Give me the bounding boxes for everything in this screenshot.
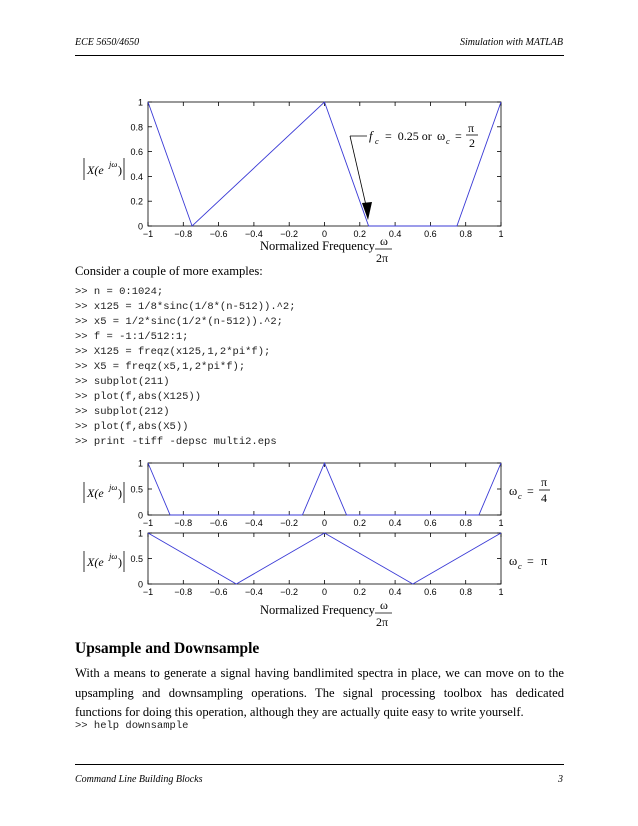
svg-text:X(e: X(e bbox=[87, 486, 104, 500]
section-title: Upsample and Downsample bbox=[75, 640, 260, 657]
x-tick-label: −0.8 bbox=[174, 587, 193, 597]
x-tick-label: 0.2 bbox=[353, 587, 367, 597]
x-tick-label: 0.6 bbox=[424, 587, 437, 597]
axes-frame bbox=[148, 463, 501, 515]
fig2-xlabel-num: ω bbox=[380, 598, 388, 612]
x-tick-label: −0.6 bbox=[209, 587, 228, 597]
axes-frame bbox=[148, 102, 501, 226]
fig1-xlabel-text: Normalized Frequency bbox=[260, 239, 375, 253]
y-tick-label: 1 bbox=[137, 97, 143, 108]
svg-text:): ) bbox=[118, 486, 122, 500]
x-tick-label: −1 bbox=[142, 518, 154, 528]
top-note-den: 4 bbox=[541, 491, 547, 505]
fig2-top-ylabel bbox=[84, 482, 124, 503]
fig2-bottom-note bbox=[509, 554, 548, 571]
x-tick-label: −0.2 bbox=[280, 587, 299, 597]
x-tick-label: 0.8 bbox=[459, 229, 472, 239]
top-note-num: π bbox=[541, 475, 548, 489]
bot-note-sub: c bbox=[518, 561, 522, 571]
plot-1-axes bbox=[130, 98, 503, 240]
top-note-omega: ω bbox=[509, 484, 518, 498]
x-tick-label: 0 bbox=[321, 229, 328, 239]
y-tick-label: 1 bbox=[137, 458, 143, 469]
x-tick-label: −0.6 bbox=[209, 229, 228, 239]
x-tick-label: −0.4 bbox=[245, 229, 263, 239]
header-rule bbox=[75, 55, 564, 56]
top-note-sub: c bbox=[518, 491, 522, 501]
y-tick-label: 0 bbox=[137, 221, 143, 232]
y-tick-label: 0 bbox=[137, 579, 143, 590]
code-line: >> X125 = freqz(x125,1,2*pi*f); bbox=[75, 346, 271, 358]
x-tick-label: −0.2 bbox=[280, 518, 299, 528]
x-tick-label: 0 bbox=[321, 518, 328, 528]
axes-frame bbox=[148, 533, 501, 584]
fig2-bottom-ylabel bbox=[84, 551, 124, 572]
fig2-xlabel-text: Normalized Frequency bbox=[260, 603, 375, 617]
fig2-top-note bbox=[509, 475, 550, 505]
ann-omega-sub: c bbox=[446, 136, 450, 146]
y-tick-label: 0.5 bbox=[130, 484, 143, 495]
x-tick-label: 0.2 bbox=[353, 229, 367, 239]
y-tick-label: 0.8 bbox=[130, 122, 143, 133]
x-tick-label: 0.4 bbox=[388, 587, 402, 597]
x-tick-label: 0.6 bbox=[424, 229, 437, 239]
svg-text:): ) bbox=[118, 555, 122, 569]
x-tick-label: −0.8 bbox=[174, 518, 193, 528]
bot-note-val: π bbox=[541, 554, 548, 568]
fig1-ylabel bbox=[84, 158, 124, 180]
svg-text:X(e: X(e bbox=[87, 555, 104, 569]
code-line: >> subplot(212) bbox=[75, 406, 170, 418]
bot-note-eq: = bbox=[524, 554, 537, 568]
section-body: With a means to generate a signal having bandlimited spectra in place, we can move on to the upsampling and downsampling operations. The signal processing toolbox has dedicated functions for doing this operation, although they are actually quite easy to write yourself. bbox=[75, 666, 564, 719]
annotation-arrow-line bbox=[350, 136, 368, 214]
plot-2-top-axes bbox=[130, 459, 503, 529]
top-note-eq: = bbox=[524, 484, 537, 498]
x-tick-label: 0.2 bbox=[353, 518, 367, 528]
x-tick-label: 0.4 bbox=[388, 518, 402, 528]
x-tick-label: −0.8 bbox=[174, 229, 193, 239]
x-tick-label: 0.8 bbox=[459, 587, 472, 597]
svg-text:jω: jω bbox=[109, 551, 118, 561]
x-tick-label: 1 bbox=[498, 518, 504, 528]
code-line: >> plot(f,abs(X125)) bbox=[75, 391, 202, 403]
ann-mid: = 0.25 or bbox=[382, 129, 435, 143]
series-line bbox=[148, 463, 501, 515]
svg-text:jω: jω bbox=[109, 159, 118, 169]
x-tick-label: −0.4 bbox=[245, 587, 263, 597]
y-tick-label: 0.2 bbox=[130, 196, 143, 207]
y-tick-label: 0 bbox=[137, 510, 143, 521]
footer-rule bbox=[75, 764, 564, 765]
ann-fc-sub: c bbox=[375, 136, 379, 146]
header-left: ECE 5650/4650 bbox=[75, 37, 140, 48]
x-tick-label: 1 bbox=[498, 587, 504, 597]
footer-left: Command Line Building Blocks bbox=[75, 774, 203, 785]
series-line bbox=[148, 533, 501, 584]
ann-num: π bbox=[468, 121, 475, 135]
bot-note-omega: ω bbox=[509, 554, 518, 568]
x-tick-label: 0.4 bbox=[388, 229, 402, 239]
x-tick-label: −0.6 bbox=[209, 518, 228, 528]
annotation-text bbox=[369, 121, 478, 150]
fig2-xlabel bbox=[260, 598, 392, 629]
code-line: >> plot(f,abs(X5)) bbox=[75, 421, 189, 433]
x-tick-label: 0.8 bbox=[459, 518, 472, 528]
ann-eq: = bbox=[452, 129, 465, 143]
code-line: >> print -tiff -depsc multi2.eps bbox=[75, 436, 277, 448]
y-tick-label: 0.4 bbox=[130, 171, 143, 182]
code-line: >> f = -1:1/512:1; bbox=[75, 331, 189, 343]
y-tick-label: 0.6 bbox=[130, 147, 143, 158]
svg-text:jω: jω bbox=[109, 482, 118, 492]
code-line: >> x125 = 1/8*sinc(1/8*(n-512)).^2; bbox=[75, 301, 296, 313]
y-tick-label: 1 bbox=[137, 528, 143, 539]
x-tick-label: 0.6 bbox=[424, 518, 437, 528]
footer-right: 3 bbox=[558, 774, 563, 785]
fig1-xlabel-num: ω bbox=[380, 234, 388, 248]
x-tick-label: −1 bbox=[142, 229, 154, 239]
code-line: >> n = 0:1024; bbox=[75, 286, 164, 298]
fig1-xlabel bbox=[260, 234, 392, 265]
code-line: >> x5 = 1/2*sinc(1/2*(n-512)).^2; bbox=[75, 316, 283, 328]
ann-den: 2 bbox=[469, 136, 475, 150]
fig2-xlabel-den: 2π bbox=[376, 615, 389, 629]
x-tick-label: −1 bbox=[142, 587, 154, 597]
x-tick-label: 0 bbox=[321, 587, 328, 597]
x-tick-label: −0.2 bbox=[280, 229, 299, 239]
series-line bbox=[148, 102, 501, 226]
x-tick-label: 1 bbox=[498, 229, 504, 239]
intro-text: Consider a couple of more examples: bbox=[75, 264, 263, 278]
header-right: Simulation with MATLAB bbox=[460, 37, 563, 48]
ann-fc: f bbox=[369, 129, 373, 143]
section-code: >> help downsample bbox=[75, 720, 189, 732]
fig1-xlabel-den: 2π bbox=[376, 251, 389, 265]
svg-text:): ) bbox=[118, 163, 122, 177]
figure-1 bbox=[0, 90, 638, 270]
code-line: >> subplot(211) bbox=[75, 376, 170, 388]
ann-omega: ω bbox=[437, 129, 446, 143]
x-tick-label: −0.4 bbox=[245, 518, 263, 528]
code-line: >> X5 = freqz(x5,1,2*pi*f); bbox=[75, 361, 246, 373]
svg-text:X(e: X(e bbox=[87, 163, 104, 177]
figure-2 bbox=[0, 455, 638, 640]
plot-2-bottom-axes bbox=[130, 529, 503, 598]
y-tick-label: 0.5 bbox=[130, 554, 143, 564]
